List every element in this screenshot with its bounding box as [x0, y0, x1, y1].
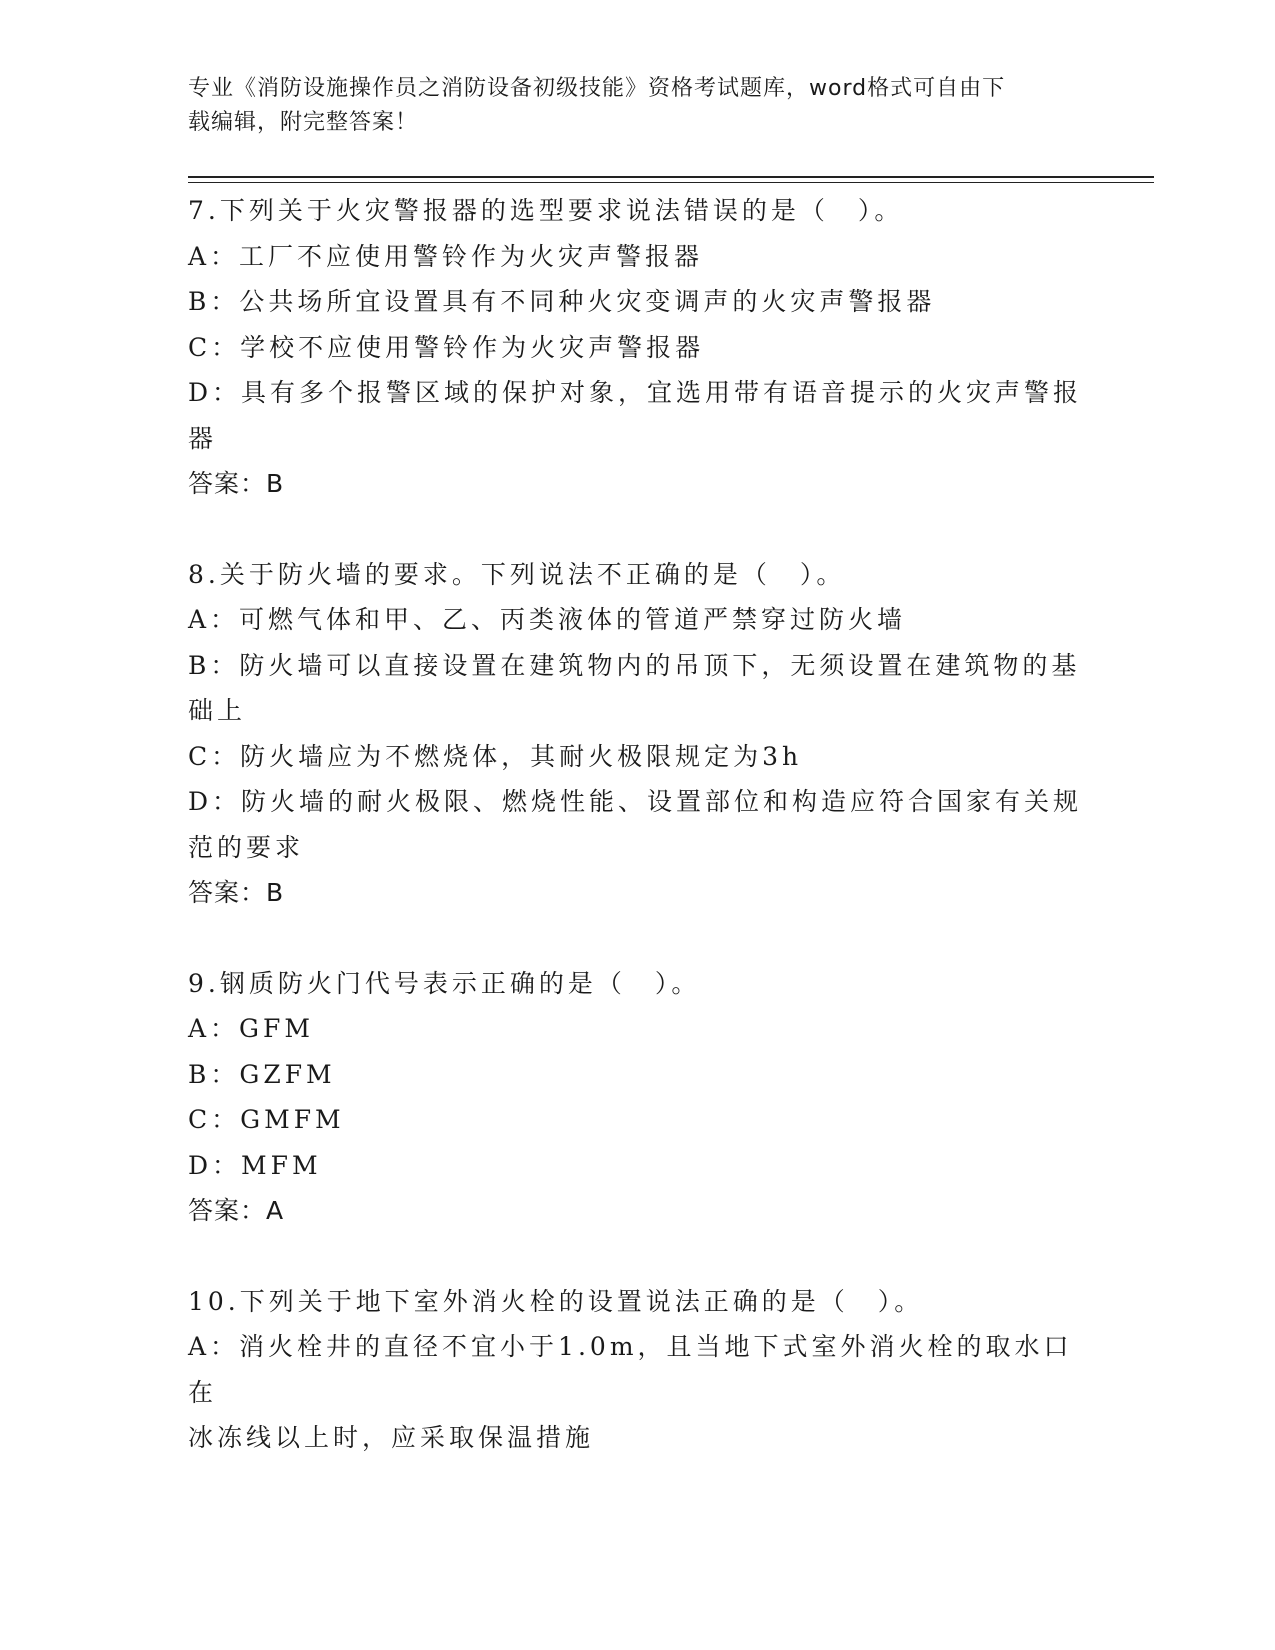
- option-a: A：GFM: [188, 1014, 314, 1043]
- option-d: D：MFM: [188, 1150, 322, 1180]
- question-list: [188, 188, 1088, 1461]
- option-b-continued: 础上: [188, 696, 247, 725]
- option-c: C：GMFM: [188, 1105, 345, 1134]
- question-stem: 9.钢质防火门代号表示正确的是（ ）。: [188, 968, 701, 998]
- question-8: [188, 552, 1088, 916]
- header-divider-thin: [188, 182, 1154, 183]
- question-7: [188, 188, 1088, 507]
- option-c: C：学校不应使用警铃作为火灾声警报器: [188, 332, 705, 362]
- question-9: [188, 961, 1088, 1234]
- option-d-continued: 器: [188, 423, 218, 453]
- option-a: A：可燃气体和甲、乙、丙类液体的管道严禁穿过防火墙: [188, 605, 907, 634]
- option-b: B：公共场所宜设置具有不同种火灾变调声的火灾声警报器: [188, 287, 936, 316]
- question-10: [188, 1279, 1088, 1461]
- header-line-2: 载编辑，附完整答案！: [188, 110, 419, 135]
- option-b: B：防火墙可以直接设置在建筑物内的吊顶下，无须设置在建筑物的基: [188, 650, 1081, 680]
- option-b: B：GZFM: [188, 1059, 336, 1089]
- answer: 答案：B: [188, 469, 285, 498]
- header-divider-thick: [188, 176, 1154, 178]
- header-line-1: 专业《消防设施操作员之消防设备初级技能》资格考试题库，word格式可自由下: [188, 76, 1006, 101]
- option-c: C：防火墙应为不燃烧体，其耐火极限规定为3h: [188, 741, 803, 771]
- answer: 答案：B: [188, 878, 285, 907]
- option-d: D：具有多个报警区域的保护对象，宜选用带有语音提示的火灾声警报: [188, 378, 1083, 407]
- answer: 答案：A: [188, 1196, 285, 1225]
- question-stem: 7.下列关于火灾警报器的选型要求说法错误的是（ ）。: [188, 196, 904, 225]
- option-d: D：防火墙的耐火极限、燃烧性能、设置部位和构造应符合国家有关规: [188, 787, 1083, 816]
- question-stem: 8.关于防火墙的要求。下列说法不正确的是（ ）。: [188, 559, 846, 589]
- question-stem: 10.下列关于地下室外消火栓的设置说法正确的是（ ）。: [188, 1286, 924, 1316]
- option-d-continued: 范的要求: [188, 832, 305, 862]
- option-a: A：工厂不应使用警铃作为火灾声警报器: [188, 241, 704, 271]
- document-header: [188, 72, 1088, 140]
- option-a: A：消火栓井的直径不宜小于1.0m，且当地下式室外消火栓的取水口在: [188, 1332, 1073, 1407]
- option-a-continued: 冰冻线以上时，应采取保温措施: [188, 1423, 595, 1452]
